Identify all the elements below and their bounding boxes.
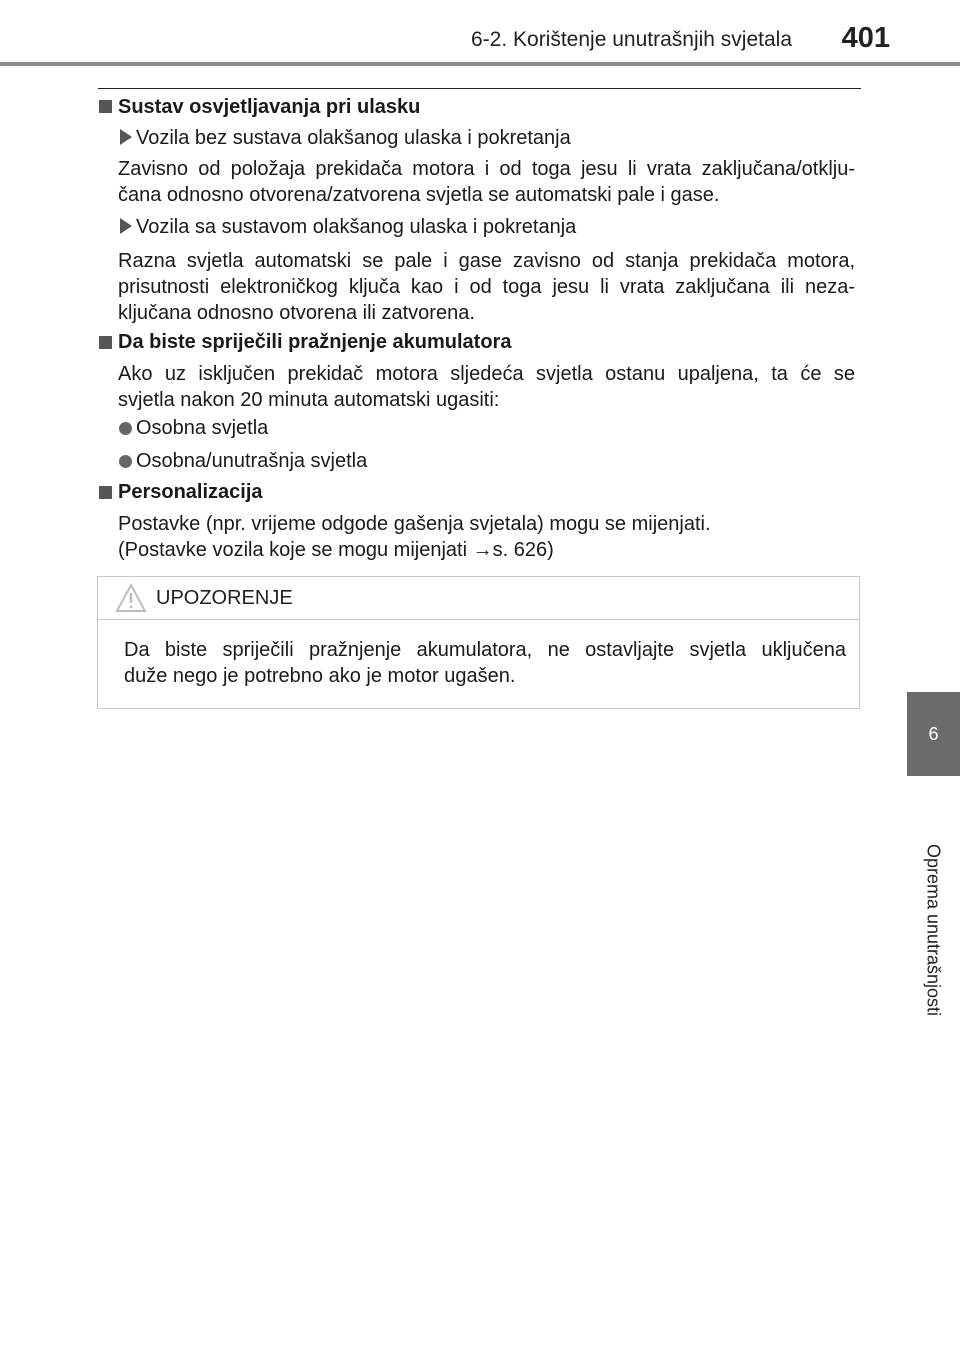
square-bullet-icon [99, 486, 112, 499]
warning-triangle-icon [115, 583, 147, 613]
warning-box [97, 576, 860, 709]
warning-text-line: Da biste spriječili pražnjenje akumulatora, ne ostavljajte svjetla uključena [124, 639, 846, 661]
paragraph-line: Razna svjetla automatski se pale i gase zavisno od stanja prekidača motora, [118, 250, 855, 272]
paragraph-line: ključana odnosno otvorena ili zatvorena. [118, 302, 475, 324]
round-bullet-icon [119, 455, 132, 468]
section-heading: Da biste spriječili pražnjenje akumulatora [118, 331, 512, 353]
chapter-title: Oprema unutrašnjosti [923, 843, 944, 1017]
header-divider [0, 62, 960, 66]
triangle-bullet-icon [120, 129, 132, 145]
paragraph-line: svjetla nakon 20 minuta automatski ugasiti: [118, 389, 500, 411]
section-title: 6-2. Korištenje unutrašnjih svjetala [470, 28, 792, 51]
square-bullet-icon [99, 100, 112, 113]
content-top-divider [98, 88, 861, 89]
subsection-heading: Vozila bez sustava olakšanog ulaska i pokretanja [136, 127, 571, 149]
round-bullet-icon [119, 422, 132, 435]
list-item: Osobna/unutrašnja svjetla [136, 450, 368, 472]
warning-text-line: duže nego je potrebno ako je motor ugašen. [124, 665, 516, 687]
paragraph-line: Zavisno od položaja prekidača motora i od toga jesu li vrata zaključana/otklju- [118, 158, 855, 180]
warning-title: UPOZORENJE [156, 587, 293, 609]
paragraph-line: Postavke (npr. vrijeme odgode gašenja svjetala) mogu se mijenjati. [118, 513, 711, 535]
cross-reference-line: (Postavke vozila koje se mogu mijenjati →s. 626) [118, 539, 554, 561]
page-number: 401 [841, 22, 890, 54]
subsection-heading: Vozila sa sustavom olakšanog ulaska i pokretanja [136, 216, 577, 238]
paragraph-line: čana odnosno otvorena/zatvorena svjetla se automatski pale i gase. [118, 184, 720, 206]
paragraph-line: prisutnosti elektroničkog ključa kao i od toga jesu li vrata zaključana ili neza- [118, 276, 855, 298]
triangle-bullet-icon [120, 218, 132, 234]
paragraph-line: Ako uz isključen prekidač motora sljedeća svjetla ostanu upaljena, ta će se [118, 363, 855, 385]
section-heading: Sustav osvjetljavanja pri ulasku [118, 96, 421, 118]
warning-divider [98, 619, 859, 620]
chapter-tab: 6 [907, 692, 960, 776]
list-item: Osobna svjetla [136, 417, 269, 439]
square-bullet-icon [99, 336, 112, 349]
section-heading: Personalizacija [118, 481, 263, 503]
